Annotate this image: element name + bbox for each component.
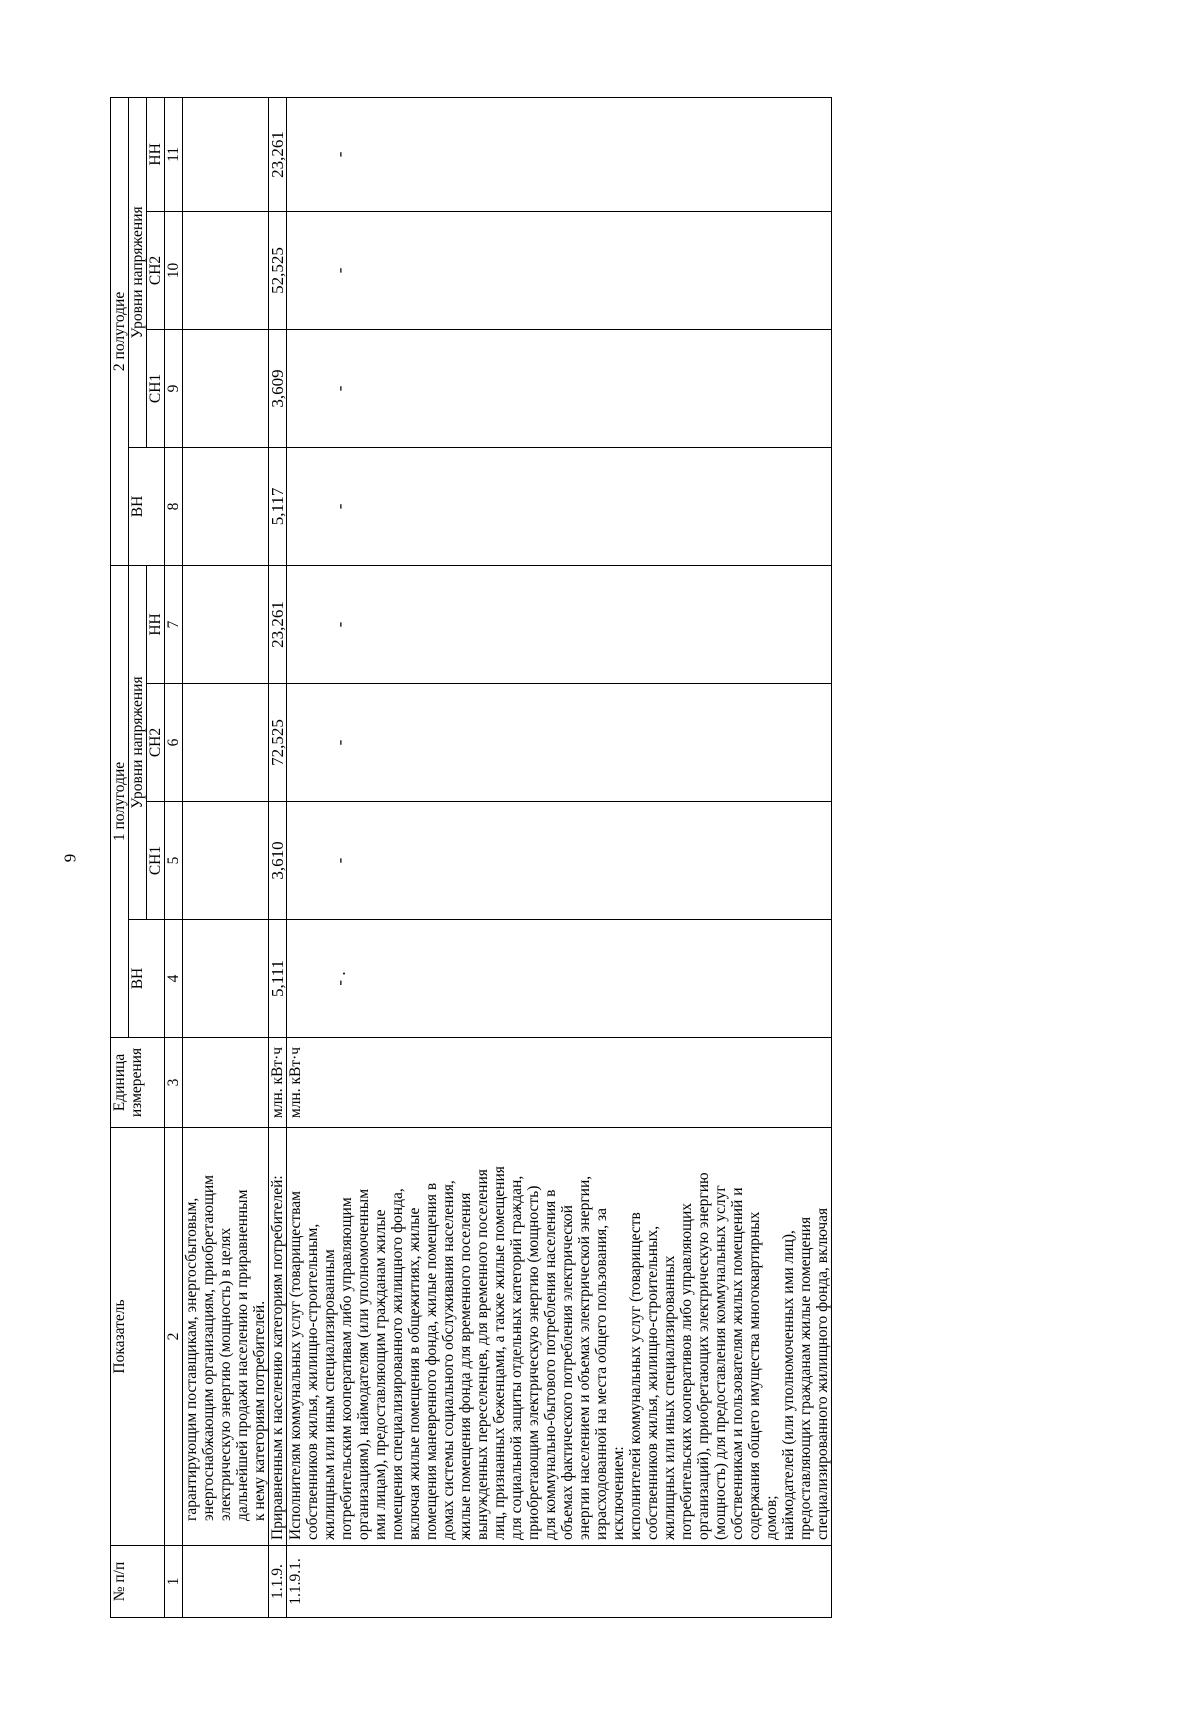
row-num (183, 1546, 269, 1618)
row-num: 1.1.9.1. (287, 1546, 832, 1618)
indicator-line: электрическую энергию (мощность) в целях (217, 1227, 234, 1521)
indicator-line: жилищных или иных специализированных (661, 1255, 678, 1540)
value-half1-vn (183, 920, 269, 1038)
indicator-line: организаций), приобретающих электрическую энергию (695, 1172, 712, 1540)
header-unit: Единица измерения (111, 1038, 165, 1128)
indicator-line: гарантирующим поставщикам, энергосбытовым, (183, 1197, 200, 1521)
value-half2-sn1 (183, 329, 269, 447)
indicator-line: израсходованной на места общего пользования, за (593, 1208, 610, 1540)
value-half2-nn: - (287, 97, 832, 211)
indicator-line: ими лицам), предоставляющим гражданам жилые (372, 1209, 389, 1540)
col-number: 8 (165, 447, 183, 565)
header-half2-sn2: СН2 (147, 211, 165, 329)
indicator-line: Исполнителям коммунальных услуг (товариществам (287, 1191, 304, 1540)
indicator-line: специализированного жилищного фонда, включая (814, 1207, 831, 1540)
value-half1-nn: - (287, 565, 832, 683)
indicator-line: собственников жилья, жилищно-строительных, (644, 1225, 661, 1540)
header-half1-sn1: СН1 (147, 802, 165, 920)
header-half2-nn: НН (147, 97, 165, 211)
col-number: 1 (165, 1546, 183, 1618)
table-row (269, 97, 287, 1617)
header-half1-nn: НН (147, 565, 165, 683)
indicator-line: помещения маневренного фонда, жилые помещения в (423, 1182, 440, 1540)
value-half1-vn: 5,111 (269, 920, 287, 1038)
indicator-line: собственникам и пользователям жилых помещений и (729, 1187, 746, 1540)
indicator-line: вынужденных переселенцев, для временного поселения (474, 1169, 491, 1540)
indicator-line: Приравненным к населению категориям потребителей: (269, 1175, 286, 1540)
value-half1-sn1 (183, 802, 269, 920)
row-indicator (287, 1128, 832, 1546)
value-half2-vn: 5,117 (269, 447, 287, 565)
col-number: 10 (165, 211, 183, 329)
col-number: 5 (165, 802, 183, 920)
indicator-line: потребительским кооперативам либо управляющим (338, 1197, 355, 1540)
header-half1-sn2: СН2 (147, 684, 165, 802)
header-half1-vn: ВН (129, 920, 165, 1038)
value-half2-nn: 23,261 (269, 97, 287, 211)
value-half2-sn2: - (287, 211, 832, 329)
indicator-line: домах системы социального обслуживания населения, (440, 1180, 457, 1540)
header-half2: 2 полугодие (111, 97, 129, 565)
indicator-line: домов; (763, 1495, 780, 1540)
row-unit (183, 1038, 269, 1128)
indicator-line: содержания общего имущества многоквартирных (746, 1211, 763, 1540)
value-half1-sn2: - (287, 684, 832, 802)
page-number: 9 (60, 853, 80, 863)
indicator-line: лиц, признанных беженцами, а также жилые помещения (491, 1166, 508, 1540)
value-half2-vn: - (287, 447, 832, 565)
indicator-line: для коммунально-бытового потребления населения в (542, 1189, 559, 1540)
col-number: 9 (165, 329, 183, 447)
row-unit: млн. кВт·ч (269, 1038, 287, 1128)
indicator-line: помещения специализированного жилищного фонда, (389, 1188, 406, 1540)
row-unit: млн. кВт·ч (287, 1038, 832, 1128)
indicator-line: к нему категориям потребителей. (251, 1300, 268, 1521)
value-half1-nn (183, 565, 269, 683)
indicator-line: энергоснабжающим организациям, приобретающим (200, 1175, 217, 1521)
value-half1-nn: 23,261 (269, 565, 287, 683)
header-half1-voltage-levels: Уровни напряжения (129, 565, 147, 919)
row-indicator (269, 1128, 287, 1546)
value-half1-sn2: 72,525 (269, 684, 287, 802)
value-half2-sn2: 52,525 (269, 211, 287, 329)
indicator-line: энергии населением и объемах электрической энергии, (576, 1175, 593, 1540)
landscape-document (110, 97, 832, 1618)
indicator-line: для социальной защиты отдельных категорий граждан, (508, 1175, 525, 1540)
value-half2-vn (183, 447, 269, 565)
tariff-volume-table (110, 97, 832, 1618)
indicator-line: наймодателей (или уполномоченных ими лиц), (780, 1230, 797, 1540)
value-half1-sn1: 3,610 (269, 802, 287, 920)
col-number: 6 (165, 684, 183, 802)
value-half2-sn2 (183, 211, 269, 329)
indicator-line: приобретающим электрическую энергию (мощность) (525, 1185, 542, 1540)
col-number: 7 (165, 565, 183, 683)
header-half2-vn: ВН (129, 447, 165, 565)
header-half1: 1 полугодие (111, 565, 129, 1037)
indicator-line: собственников жилья, жилищно-строительным, (304, 1223, 321, 1540)
header-indicator: Показатель (111, 1128, 165, 1546)
indicator-line: включая жилые помещения в общежитиях, жилые (406, 1207, 423, 1540)
indicator-line: исключением: (610, 1446, 627, 1540)
indicator-line: исполнителей коммунальных услуг (товариществ (627, 1212, 644, 1540)
value-half2-sn1: 3,609 (269, 329, 287, 447)
col-number: 4 (165, 920, 183, 1038)
indicator-line: жилищным или иным специализированным (321, 1249, 338, 1540)
header-half2-voltage-levels: Уровни напряжения (129, 97, 147, 447)
indicator-line: объемах фактического потребления электрической (559, 1205, 576, 1540)
row-num: 1.1.9. (269, 1546, 287, 1618)
header-num: № п/п (111, 1546, 165, 1618)
value-half2-nn (183, 97, 269, 211)
indicator-line: потребительских кооперативов либо управляющих (678, 1202, 695, 1540)
indicator-line: организациям), наймодателям (или уполномоченным (355, 1189, 372, 1540)
value-half1-sn2 (183, 684, 269, 802)
indicator-line: дальнейшей продажи населению и приравненным (234, 1189, 251, 1521)
header-half2-sn1: СН1 (147, 329, 165, 447)
value-half1-vn: - . (287, 920, 832, 1038)
table-row (287, 97, 832, 1617)
value-half2-sn1: - (287, 329, 832, 447)
col-number: 11 (165, 97, 183, 211)
indicator-line: жилые помещения фонда для временного поселения (457, 1192, 474, 1540)
indicator-line: предоставляющих гражданам жилые помещения (797, 1216, 814, 1540)
value-half1-sn1: - (287, 802, 832, 920)
indicator-line: (мощность) для предоставления коммунальных услуг (712, 1185, 729, 1540)
table-row (183, 97, 269, 1617)
row-indicator (183, 1128, 269, 1546)
col-number: 2 (165, 1128, 183, 1546)
col-number: 3 (165, 1038, 183, 1128)
